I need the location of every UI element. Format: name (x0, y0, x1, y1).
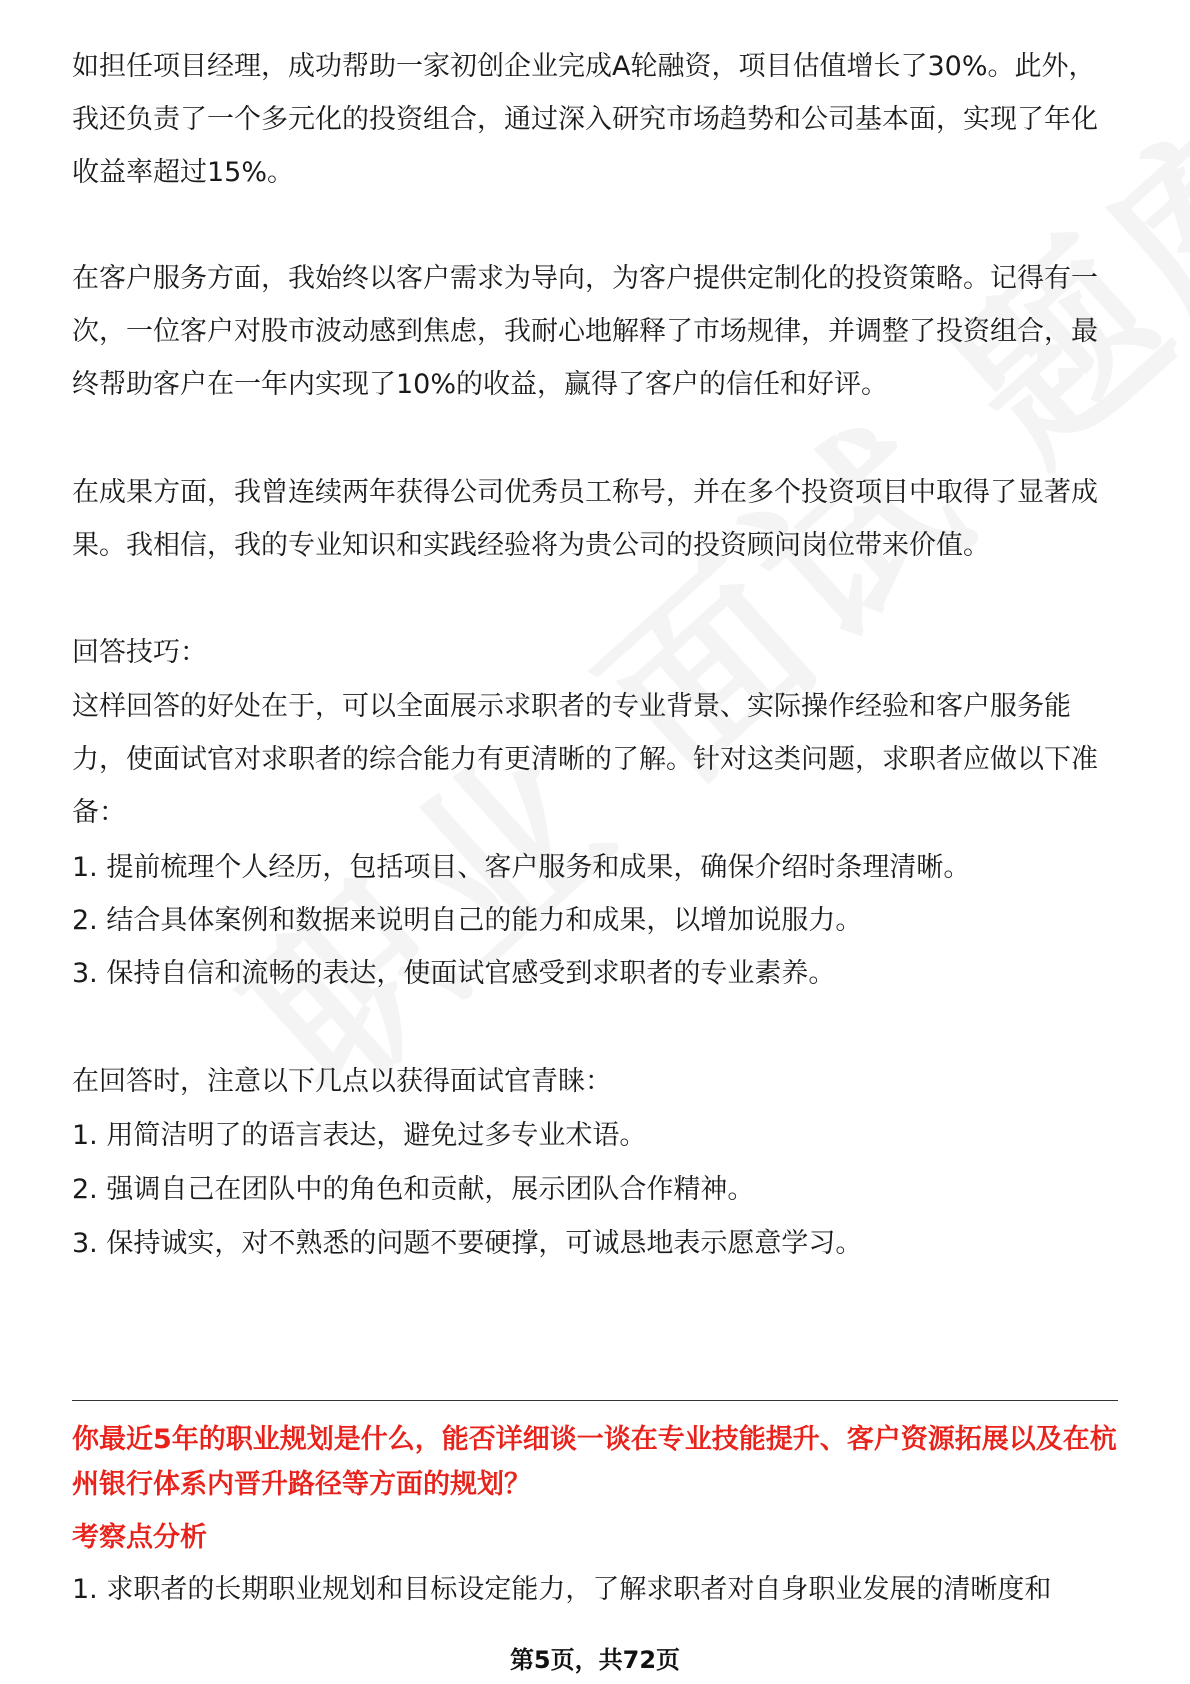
section-divider (72, 1400, 1118, 1401)
note-item-1: 1. 用简洁明了的语言表达，避免过多专业术语。 (72, 1120, 647, 1151)
tips-body: 这样回答的好处在于，可以全面展示求职者的专业背景、实际操作经验和客户服务能力，使面试官对求职者的综合能力有更清晰的了解。针对这类问题，求职者应做以下准备： (72, 691, 1098, 828)
page-number: 第5页，共72页 (509, 1646, 681, 1674)
note-item-3: 3. 保持诚实，对不熟悉的问题不要硬撑，可诚恳地表示愿意学习。 (72, 1228, 863, 1259)
question-title: 你最近5年的职业规划是什么，能否详细谈一谈在专业技能提升、客户资源拓展以及在杭州银行体系内晋升路径等方面的规划？ (72, 1424, 1117, 1500)
analysis-heading: 考察点分析 (72, 1522, 207, 1553)
paragraph-achievements: 在成果方面，我曾连续两年获得公司优秀员工称号，并在多个投资项目中取得了显著成果。我相信，我的专业知识和实践经验将为贵公司的投资顾问岗位带来价值。 (72, 477, 1098, 561)
tip-item-3: 3. 保持自信和流畅的表达，使面试官感受到求职者的专业素养。 (72, 958, 836, 989)
note-item-2: 2. 强调自己在团队中的角色和贡献，展示团队合作精神。 (72, 1174, 755, 1205)
paragraph-client-service: 在客户服务方面，我始终以客户需求为导向，为客户提供定制化的投资策略。记得有一次，一位客户对股市波动感到焦虑，我耐心地解释了市场规律，并调整了投资组合，最终帮助客户在一年内实现了10%的收益，赢得了客户的信任和好评。 (72, 263, 1098, 400)
tip-item-2: 2. 结合具体案例和数据来说明自己的能力和成果，以增加说服力。 (72, 905, 863, 936)
analysis-item-1: 1. 求职者的长期职业规划和目标设定能力，了解求职者对自身职业发展的清晰度和 (72, 1574, 1052, 1605)
notes-heading: 在回答时，注意以下几点以获得面试官青睐： (72, 1066, 612, 1097)
paragraph-projects: 如担任项目经理，成功帮助一家初创企业完成A轮融资，项目估值增长了30%。此外，我还负责了一个多元化的投资组合，通过深入研究市场趋势和公司基本面，实现了年化收益率超过15%。 (72, 51, 1098, 188)
tips-heading: 回答技巧： (72, 637, 207, 668)
tip-item-1: 1. 提前梳理个人经历，包括项目、客户服务和成果，确保介绍时条理清晰。 (72, 852, 971, 883)
